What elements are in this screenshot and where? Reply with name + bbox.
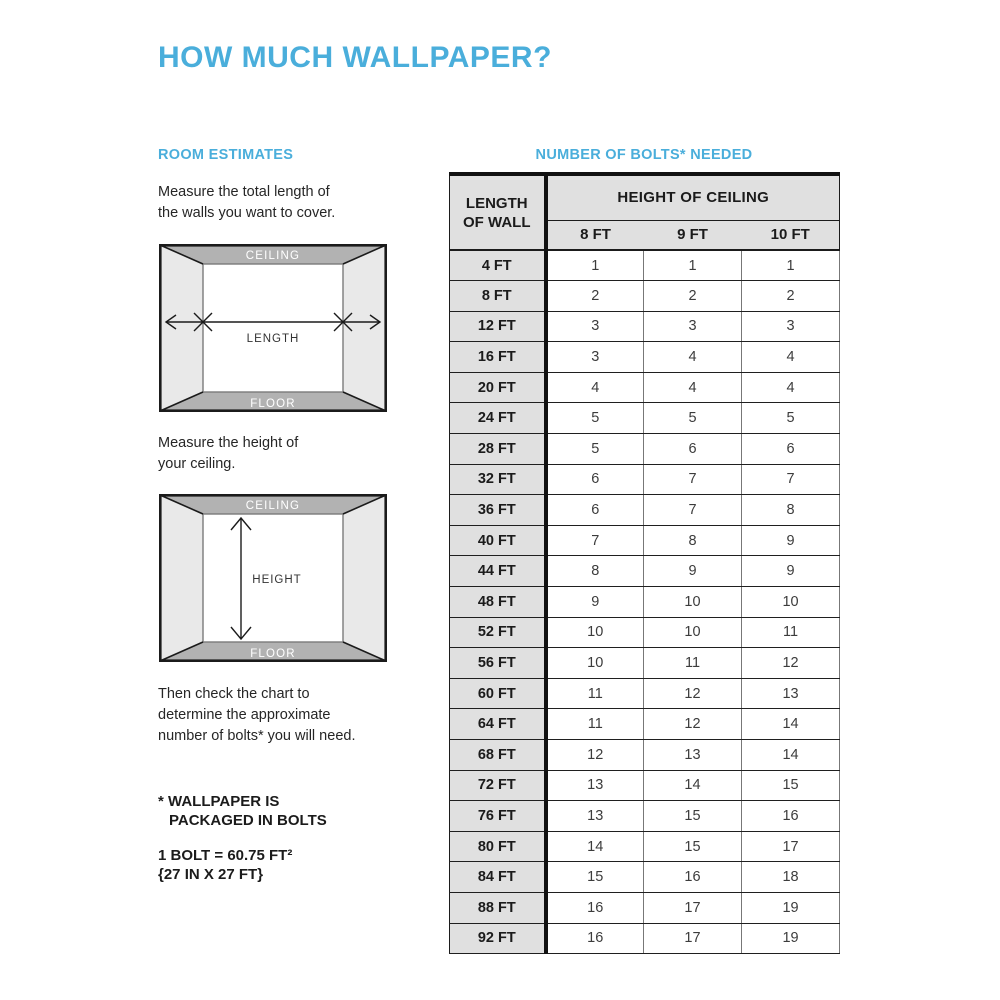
table-header-row xyxy=(450,174,840,220)
room-diagram-height xyxy=(159,494,387,662)
step2-line: Measure the height of xyxy=(158,435,299,451)
bolt-count-cell: 9 xyxy=(742,525,840,556)
bolt-count-cell: 13 xyxy=(546,770,644,801)
wall-length-cell: 8 FT xyxy=(450,281,546,312)
step2-line: your ceiling. xyxy=(158,456,236,472)
table-row xyxy=(450,740,840,771)
bolt-count-cell: 10 xyxy=(546,648,644,679)
bolt-count-cell: 17 xyxy=(644,923,742,954)
table-row xyxy=(450,801,840,832)
wall-length-cell: 72 FT xyxy=(450,770,546,801)
wall-length-cell: 20 FT xyxy=(450,372,546,403)
bolt-count-cell: 15 xyxy=(644,831,742,862)
bolt-count-cell: 16 xyxy=(546,892,644,923)
table-row xyxy=(450,770,840,801)
bolt-count-cell: 11 xyxy=(546,678,644,709)
bolt-count-cell: 13 xyxy=(644,740,742,771)
bolt-count-cell: 9 xyxy=(742,556,840,587)
step1-line: the walls you want to cover. xyxy=(158,205,336,221)
bolt-count-cell: 19 xyxy=(742,923,840,954)
bolt-count-cell: 19 xyxy=(742,892,840,923)
bolt-count-cell: 6 xyxy=(546,464,644,495)
wall-length-cell: 84 FT xyxy=(450,862,546,893)
table-row xyxy=(450,403,840,434)
wall-length-cell: 28 FT xyxy=(450,434,546,465)
bolt-count-cell: 7 xyxy=(742,464,840,495)
table-row xyxy=(450,892,840,923)
bolt-count-cell: 5 xyxy=(546,403,644,434)
back-wall-shape xyxy=(203,264,343,392)
step3-line: Then check the chart to xyxy=(158,686,310,702)
bolt-count-cell: 8 xyxy=(644,525,742,556)
wall-length-cell: 56 FT xyxy=(450,648,546,679)
bolt-count-cell: 11 xyxy=(742,617,840,648)
bolt-count-cell: 5 xyxy=(742,403,840,434)
ceiling-label: CEILING xyxy=(245,500,301,512)
table-row xyxy=(450,862,840,893)
table-row xyxy=(450,923,840,954)
height-label: HEIGHT xyxy=(252,574,302,586)
bolt-count-cell: 9 xyxy=(644,556,742,587)
bolt-count-cell: 4 xyxy=(742,342,840,373)
bolt-note-line: 1 BOLT = 60.75 FT² xyxy=(158,847,293,864)
table-row xyxy=(450,678,840,709)
wall-length-cell: 88 FT xyxy=(450,892,546,923)
table-row xyxy=(450,525,840,556)
table-row xyxy=(450,434,840,465)
bolt-count-cell: 7 xyxy=(644,495,742,526)
table-row xyxy=(450,342,840,373)
bolt-count-cell: 1 xyxy=(644,250,742,281)
wall-length-cell: 12 FT xyxy=(450,311,546,342)
step1-line: Measure the total length of xyxy=(158,184,330,200)
floor-label: FLOOR xyxy=(250,648,296,660)
bolts-table xyxy=(449,172,840,954)
bolt-count-cell: 13 xyxy=(742,678,840,709)
table-row xyxy=(450,556,840,587)
bolt-count-cell: 15 xyxy=(644,801,742,832)
bolt-count-cell: 10 xyxy=(546,617,644,648)
bolt-count-cell: 1 xyxy=(742,250,840,281)
bolt-count-cell: 14 xyxy=(644,770,742,801)
room-diagram-length xyxy=(159,244,387,412)
wall-length-cell: 48 FT xyxy=(450,587,546,618)
bolt-count-cell: 11 xyxy=(546,709,644,740)
left-wall-shape xyxy=(159,494,203,662)
wall-length-cell: 40 FT xyxy=(450,525,546,556)
step3-line: determine the approximate xyxy=(158,707,331,723)
right-wall-shape xyxy=(343,494,387,662)
footnote-line: * WALLPAPER IS xyxy=(158,793,280,810)
bolt-count-cell: 8 xyxy=(546,556,644,587)
bolt-note-line: {27 IN X 27 FT} xyxy=(158,866,264,883)
ceiling-height-column-header: 8 FT xyxy=(546,220,644,250)
bolt-count-cell: 1 xyxy=(546,250,644,281)
table-row xyxy=(450,311,840,342)
ceiling-height-column-header: 10 FT xyxy=(742,220,840,250)
bolt-count-cell: 14 xyxy=(546,831,644,862)
wall-length-cell: 24 FT xyxy=(450,403,546,434)
table-row xyxy=(450,372,840,403)
wall-length-cell: 32 FT xyxy=(450,464,546,495)
step1-text xyxy=(158,182,335,224)
room-estimates-heading: ROOM ESTIMATES xyxy=(158,147,294,163)
bolt-size-note xyxy=(158,846,292,884)
length-label: LENGTH xyxy=(246,333,300,345)
bolt-count-cell: 16 xyxy=(742,801,840,832)
wall-length-cell: 68 FT xyxy=(450,740,546,771)
bolt-count-cell: 13 xyxy=(546,801,644,832)
bolt-count-cell: 15 xyxy=(742,770,840,801)
bolt-count-cell: 4 xyxy=(546,372,644,403)
bolt-count-cell: 6 xyxy=(742,434,840,465)
wall-length-cell: 80 FT xyxy=(450,831,546,862)
bolt-count-cell: 4 xyxy=(742,372,840,403)
step3-line: number of bolts* you will need. xyxy=(158,728,356,744)
bolt-count-cell: 6 xyxy=(546,495,644,526)
wall-length-cell: 60 FT xyxy=(450,678,546,709)
bolt-count-cell: 11 xyxy=(644,648,742,679)
wall-length-cell: 76 FT xyxy=(450,801,546,832)
bolt-count-cell: 6 xyxy=(644,434,742,465)
height-of-ceiling-header: HEIGHT OF CEILING xyxy=(546,174,840,220)
bolt-count-cell: 2 xyxy=(742,281,840,312)
bolt-count-cell: 12 xyxy=(546,740,644,771)
bolt-count-cell: 12 xyxy=(742,648,840,679)
bolt-count-cell: 4 xyxy=(644,372,742,403)
bolt-count-cell: 5 xyxy=(644,403,742,434)
wall-length-cell: 44 FT xyxy=(450,556,546,587)
bolt-count-cell: 12 xyxy=(644,709,742,740)
bolt-count-cell: 14 xyxy=(742,740,840,771)
bolt-count-cell: 10 xyxy=(644,587,742,618)
table-row xyxy=(450,250,840,281)
step3-text xyxy=(158,684,355,747)
footnote-line: PACKAGED IN BOLTS xyxy=(169,812,327,829)
bolt-count-cell: 7 xyxy=(644,464,742,495)
bolt-count-cell: 18 xyxy=(742,862,840,893)
bolt-count-cell: 5 xyxy=(546,434,644,465)
bolt-count-cell: 12 xyxy=(644,678,742,709)
wall-length-cell: 36 FT xyxy=(450,495,546,526)
bolt-count-cell: 10 xyxy=(742,587,840,618)
bolt-count-cell: 17 xyxy=(644,892,742,923)
bolt-count-cell: 10 xyxy=(644,617,742,648)
bolt-count-cell: 14 xyxy=(742,709,840,740)
bolt-count-cell: 7 xyxy=(546,525,644,556)
ceiling-label: CEILING xyxy=(245,250,301,262)
floor-label: FLOOR xyxy=(250,398,296,410)
ceiling-height-column-header: 9 FT xyxy=(644,220,742,250)
page-title: HOW MUCH WALLPAPER? xyxy=(158,41,552,74)
table-row xyxy=(450,495,840,526)
wall-length-cell: 64 FT xyxy=(450,709,546,740)
wallpaper-bolts-footnote xyxy=(158,792,327,830)
bolt-count-cell: 15 xyxy=(546,862,644,893)
bolt-count-cell: 2 xyxy=(644,281,742,312)
bolt-count-cell: 3 xyxy=(742,311,840,342)
table-row xyxy=(450,709,840,740)
bolt-count-cell: 2 xyxy=(546,281,644,312)
bolt-count-cell: 3 xyxy=(644,311,742,342)
table-row xyxy=(450,648,840,679)
bolt-count-cell: 9 xyxy=(546,587,644,618)
bolt-count-cell: 3 xyxy=(546,342,644,373)
wall-length-cell: 16 FT xyxy=(450,342,546,373)
step2-text xyxy=(158,433,298,475)
wall-length-cell: 92 FT xyxy=(450,923,546,954)
bolt-count-cell: 16 xyxy=(546,923,644,954)
bolt-count-cell: 17 xyxy=(742,831,840,862)
table-row xyxy=(450,831,840,862)
bolts-table-body xyxy=(450,250,840,954)
table-row xyxy=(450,617,840,648)
bolt-count-cell: 8 xyxy=(742,495,840,526)
wall-length-cell: 52 FT xyxy=(450,617,546,648)
bolts-needed-heading: NUMBER OF BOLTS* NEEDED xyxy=(535,147,753,163)
bolt-count-cell: 3 xyxy=(546,311,644,342)
table-row xyxy=(450,281,840,312)
bolt-count-cell: 4 xyxy=(644,342,742,373)
bolt-count-cell: 16 xyxy=(644,862,742,893)
table-row xyxy=(450,464,840,495)
length-of-wall-header: LENGTH OF WALL xyxy=(450,174,546,250)
wall-length-cell: 4 FT xyxy=(450,250,546,281)
table-row xyxy=(450,587,840,618)
bolts-table-container xyxy=(449,172,840,954)
